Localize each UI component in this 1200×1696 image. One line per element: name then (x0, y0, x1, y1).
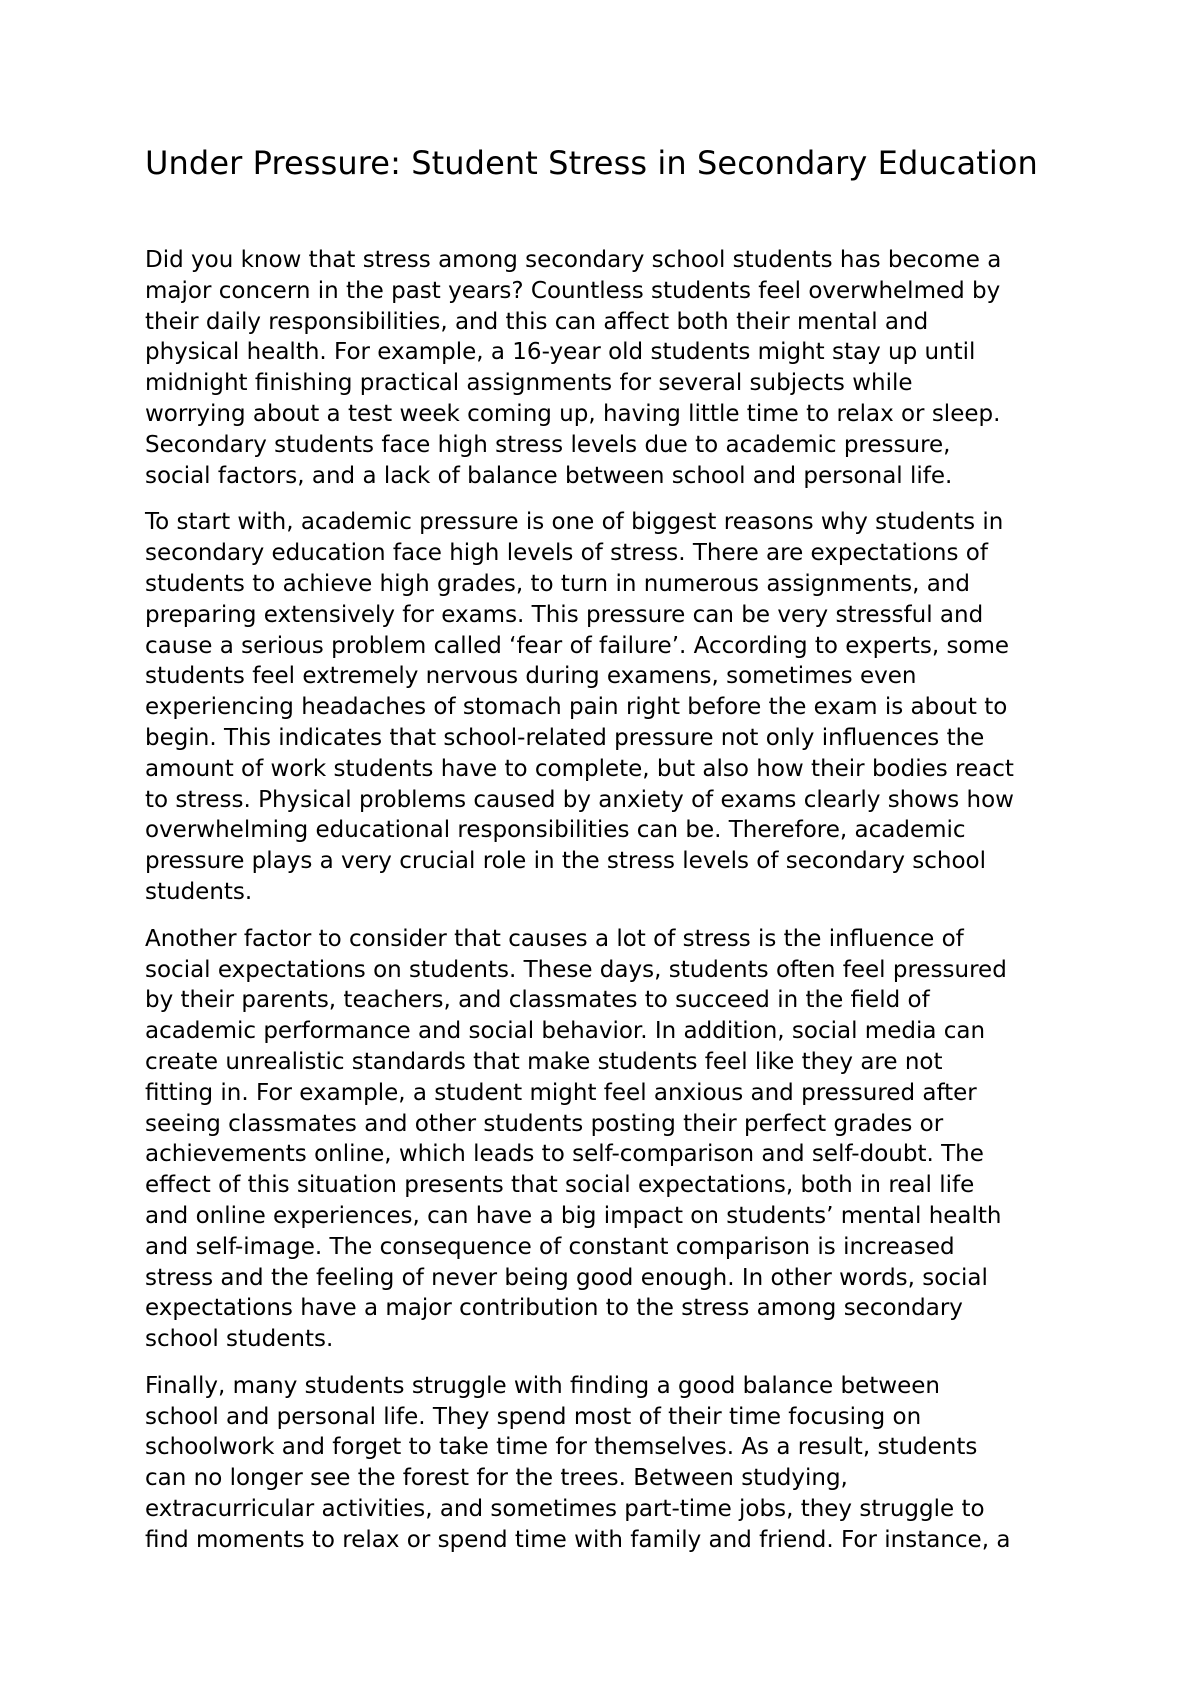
text-line: major concern in the past years? Countless students feel overwhelmed by (145, 277, 1001, 304)
text-line: students. (145, 878, 253, 905)
text-line: schoolwork and forget to take time for themselves. As a result, students (145, 1434, 978, 1461)
text-line: amount of work students have to complete, but also how their bodies react (145, 755, 1014, 782)
document-title: Under Pressure: Student Stress in Secondary Education (145, 144, 1038, 182)
text-line: Secondary students face high stress levels due to academic pressure, (145, 431, 951, 458)
text-line: effect of this situation presents that social expectations, both in real life (145, 1172, 975, 1199)
text-line: Did you know that stress among secondary school students has become a (145, 247, 1002, 273)
text-line: seeing classmates and other students posting their perfect grades or (145, 1110, 944, 1137)
text-line: can no longer see the forest for the trees. Between studying, (145, 1465, 848, 1492)
text-line: school and personal life. They spend most of their time focusing on (145, 1403, 922, 1430)
text-line: expectations have a major contribution to the stress among secondary (145, 1295, 963, 1322)
text-line: create unrealistic standards that make students feel like they are not (145, 1048, 943, 1075)
text-line: and online experiences, can have a big impact on students’ mental health (145, 1202, 1002, 1229)
text-line: experiencing headaches of stomach pain right before the exam is about to (145, 694, 1008, 721)
document-body (145, 245, 1085, 1572)
text-line: academic performance and social behavior. In addition, social media can (145, 1018, 986, 1045)
text-line: Another factor to consider that causes a lot of stress is the influence of (145, 925, 964, 952)
text-line: midnight finishing practical assignments for several subjects while (145, 370, 913, 397)
text-line: social factors, and a lack of balance between school and personal life. (145, 462, 953, 489)
text-line: their daily responsibilities, and this can affect both their mental and (145, 308, 929, 335)
text-line: achievements online, which leads to self-comparison and self-doubt. The (145, 1141, 984, 1168)
text-line: and self-image. The consequence of constant comparison is increased (145, 1233, 955, 1260)
paragraph-introduction (145, 245, 1085, 491)
text-line: worrying about a test week coming up, having little time to relax or sleep. (145, 400, 1001, 427)
text-line: Finally, many students struggle with finding a good balance between (145, 1372, 940, 1399)
text-line: students to achieve high grades, to turn in numerous assignments, and (145, 570, 970, 597)
paragraph-social-expectations (145, 924, 1085, 1355)
text-line: school students. (145, 1326, 334, 1353)
text-line: to stress. Physical problems caused by anxiety of exams clearly shows how (145, 786, 1014, 813)
text-line: begin. This indicates that school-related pressure not only influences the (145, 724, 985, 751)
text-line: students feel extremely nervous during examens, sometimes even (145, 663, 917, 690)
text-line: physical health. For example, a 16-year old students might stay up until (145, 339, 976, 366)
text-line: fitting in. For example, a student might feel anxious and pressured after (145, 1079, 977, 1106)
text-line: social expectations on students. These days, students often feel pressured (145, 956, 1007, 983)
paragraph-academic-pressure (145, 507, 1085, 907)
text-line: secondary education face high levels of stress. There are expectations of (145, 540, 988, 567)
text-line: preparing extensively for exams. This pressure can be very stressful and (145, 601, 984, 628)
text-line: cause a serious problem called ‘fear of failure’. According to experts, some (145, 632, 1010, 659)
text-line: extracurricular activities, and sometimes part-time jobs, they struggle to (145, 1496, 985, 1523)
text-line: find moments to relax or spend time with family and friend. For instance, a (145, 1526, 1011, 1553)
text-line: by their parents, teachers, and classmates to succeed in the field of (145, 987, 930, 1014)
text-line: pressure plays a very crucial role in the stress levels of secondary school (145, 848, 986, 875)
text-line: stress and the feeling of never being good enough. In other words, social (145, 1264, 988, 1291)
text-line: overwhelming educational responsibilities can be. Therefore, academic (145, 817, 966, 844)
text-line: To start with, academic pressure is one of biggest reasons why students in (145, 509, 1004, 536)
paragraph-school-life-balance (145, 1371, 1085, 1556)
